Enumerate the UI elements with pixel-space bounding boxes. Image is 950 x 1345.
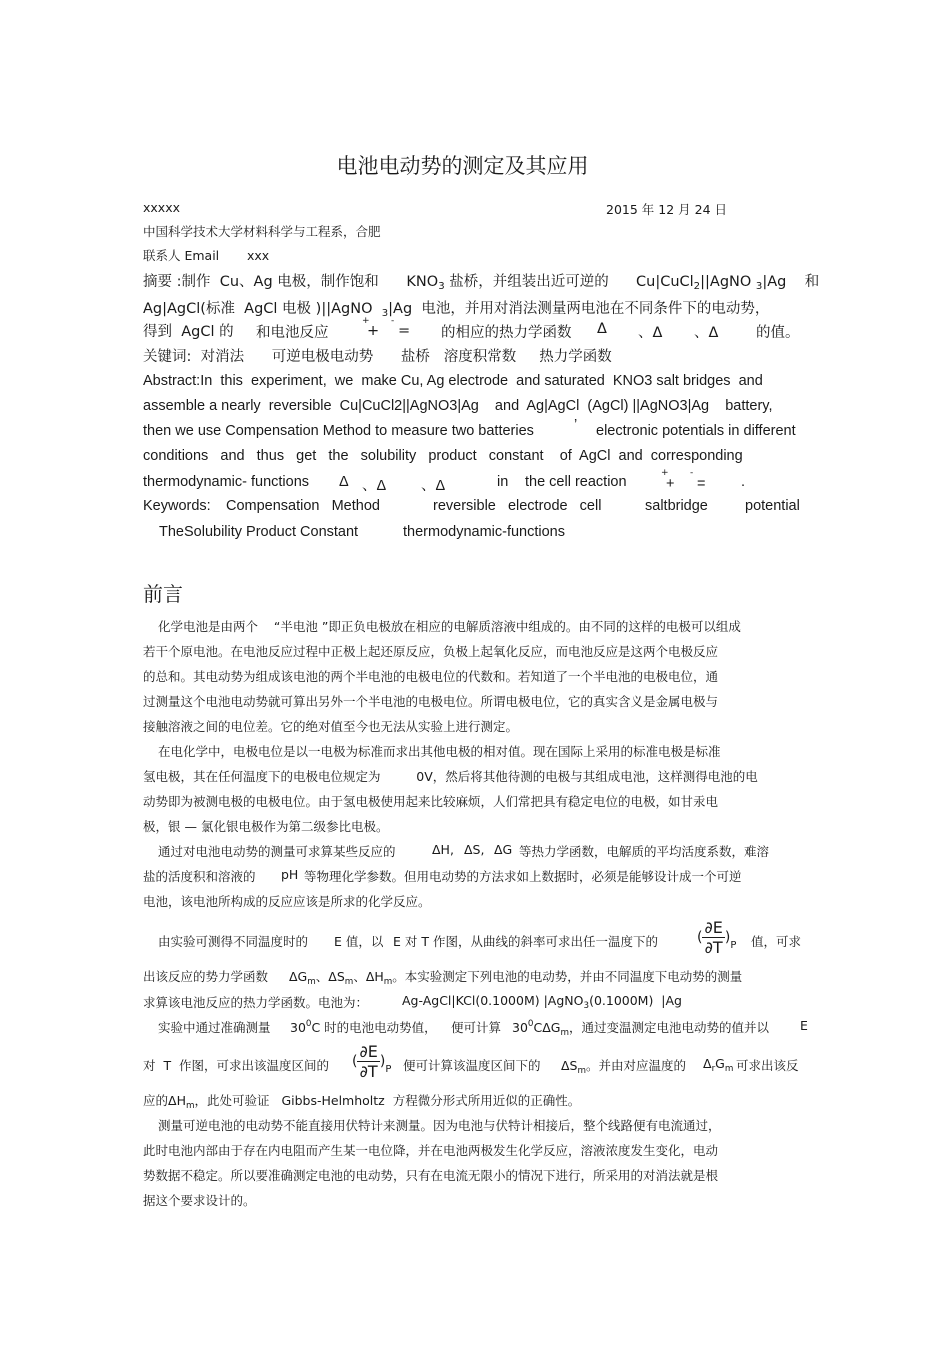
abstract-cn-delta-3: 、Δ <box>694 325 719 341</box>
p4-line: 求算该电池反应的热力学函数。电池为： <box>143 995 369 1010</box>
p4-thermo-funcs: $\Delta G_m$、$\Delta S_m$、$\Delta H_m$。本实验测定下列电池的电动势，并由不同温度下电动势的测量 <box>289 969 743 987</box>
p4-line: 出该反应的势力学函数 <box>143 969 269 984</box>
keyword-en-3: saltbridge <box>645 498 708 514</box>
abstract-cn-line-3b: 和电池反应 <box>256 325 329 341</box>
p5-temp-2: $30^0C\Delta G_m$，通过变温测定电池电动势的值并以 <box>512 1019 769 1038</box>
abstract-en-line-3: then we use Compensation Method to measure two batteries <box>143 423 534 439</box>
keywords-en: Keywords: <box>143 498 211 514</box>
p3-ph: pH <box>281 867 299 882</box>
p1-line: 若干个原电池。在电池反应过程中正极上起还原反应，负极上起氧化反应，而电池反应是这两个电极反应 <box>143 644 719 659</box>
p6-line: 此时电池内部由于存在内电阻而产生某一电位降，并在电池两极发生化学反应，溶液浓度发生变化，电动 <box>143 1143 719 1158</box>
abstract-cn-line-1-cell: Cu|CuCl$_2$||AgNO $_3$|Ag 和 <box>636 274 820 292</box>
abstract-en-equals: = <box>697 476 706 492</box>
p5-line: 对 T 作图，可求出该温度区间的 <box>143 1058 330 1073</box>
p3-delta-g: ΔG <box>494 842 513 857</box>
p5-delta-rg: $\Delta_rG_m$ <box>703 1056 734 1074</box>
abstract-en-period: . <box>741 474 746 490</box>
p3-line: 通过对电池电动势的测量可求算某些反应的 <box>158 844 396 859</box>
p3-delta-h: ΔH, <box>432 842 454 857</box>
abstract-en-delta-1: Δ <box>339 474 349 490</box>
p4-line: E 值，以 <box>334 934 384 949</box>
abstract-en-apostrophe: ’ <box>574 417 578 433</box>
abstract-en-line-4: conditions and thus get the solubility product constant of AgCl and corresponding <box>143 448 743 464</box>
abstract-cn-sup-plus: + <box>362 316 370 326</box>
date: 2015 年 12 月 24 日 <box>606 202 727 217</box>
keyword-en-1: Compensation Method <box>226 498 380 514</box>
abstract-cn-sup-minus: - <box>391 316 395 326</box>
p6-line: 据这个要求设计的。 <box>143 1193 256 1208</box>
affiliation: 中国科学技术大学材料科学与工程系，合肥 <box>143 224 381 239</box>
abstract-en-sup-plus: + <box>661 468 669 478</box>
keywords-cn: 关键词: 对消法 可逆电极电动势 盐桥 溶度积常数 热力学函数 <box>143 349 612 365</box>
p4-line: 由实验可测得不同温度时的 <box>158 934 309 949</box>
abstract-cn-equals: = <box>398 323 411 339</box>
abstract-en-cell-reaction: the cell reaction <box>525 474 627 490</box>
p3-delta-s: ΔS, <box>464 842 485 857</box>
p5-line: 实验中通过准确测量 <box>158 1020 271 1035</box>
p1-line: 接触溶液之间的电位差。它的绝对值至今也无法从实验上进行测定。 <box>143 719 519 734</box>
p1-line: 的总和。其电动势为组成该电池的两个半电池的电极电位的代数和。若知道了一个半电池的电极电位，通 <box>143 669 719 684</box>
abstract-en-line-1: Abstract:In this experiment, we make Cu, Ag electrode and saturated KNO3 salt bridges and <box>143 373 763 389</box>
abstract-cn-thermo: 的相应的热力学函数 <box>441 325 572 341</box>
abstract-cn-end: 的值。 <box>756 325 800 341</box>
keyword-en-6: thermodynamic-functions <box>403 524 565 540</box>
p2-line: 在电化学中，电极电位是以一电极为标准而求出其他电极的相对值。现在国际上采用的标准电极是标准 <box>158 744 721 759</box>
p1-line: 化学电池是由两个 “半电池 ”即正负电极放在相应的电解质溶液中组成的。由不同的这样的电极可以组成 <box>158 619 741 634</box>
p6-line: 测量可逆电池的电动势不能直接用伏特计来测量。因为电池与伏特计相接后，整个线路便有电流通过， <box>158 1118 721 1133</box>
p2-line: 动势即为被测电极的电极电位。由于氢电极使用起来比较麻烦，人们常把具有稳定电位的电极，如甘汞电 <box>143 794 719 809</box>
paper-title: 电池电动势的测定及其应用 <box>336 154 589 178</box>
p2-line: 极，银 — 氯化银电极作为第二级参比电极。 <box>143 819 389 834</box>
p2-line: 氢电极，其在任何温度下的电极电位规定为 0V，然后将其他待测的电极与其组成电池，这样测得电池的电 <box>143 769 758 784</box>
p3-line: 等物理化学参数。但用电动势的方法求如上数据时，必须是能够设计成一个可逆 <box>304 869 742 884</box>
abstract-en-line-3b: electronic potentials in different <box>596 423 796 439</box>
p5-line-3: 应的$\Delta H_m$，此处可验证 Gibbs-Helmholtz 方程微分形式所用近似的正确性。 <box>143 1093 581 1111</box>
keyword-en-5: TheSolubility Product Constant <box>159 524 359 540</box>
abstract-cn-line-3: 得到 AgCl 的 <box>143 324 234 340</box>
p3-line: 等热力学函数，电解质的平均活度系数，难溶 <box>519 844 770 859</box>
abstract-en-in: in <box>497 474 509 490</box>
p4-line: 值，可求 <box>751 934 802 949</box>
abstract-en-delta-3: 、Δ <box>421 478 446 494</box>
abstract-cn-line-2: Ag|AgCl(标准 AgCl 电极 )||AgNO $_3$|Ag 电池，并用对消法测量两电池在不同条件下的电动势， <box>143 301 770 319</box>
p3-line: 盐的活度积和溶液的 <box>143 869 256 884</box>
contact-email: xxx <box>246 248 270 263</box>
p6-line: 势数据不稳定。所以要准确测定电池的电动势，只有在电流无限小的情况下进行，所采用的对消法就是根 <box>143 1168 719 1183</box>
author: xxxxx <box>143 200 180 215</box>
abstract-en-sup-minus: - <box>690 468 694 478</box>
p4-cell: Ag-AgCl|KCl(0.1000M) |AgNO$_3$(0.1000M) |Ag <box>402 993 682 1011</box>
contact-label: 联系人 Email <box>143 248 220 263</box>
partial-derivative-1: ( $\frac{\partial E}{\partial T}$ )$_P$ <box>697 918 737 957</box>
partial-derivative-2: ( $\frac{\partial E}{\partial T}$ )$_P$ <box>352 1042 392 1081</box>
p5-line: 便可计算 <box>451 1020 502 1035</box>
p4-line: E 对 T 作图，从曲线的斜率可求出任一温度下的 <box>393 934 658 949</box>
abstract-en-line-2: assemble a nearly reversible Cu|CuCl2||AgNO3|Ag and Ag|AgCl (AgCl) ||AgNO3|Ag battery, <box>143 398 773 414</box>
p5-line: 便可计算该温度区间下的 <box>403 1058 541 1073</box>
p3-line: 电池，该电池所构成的反应应该是所求的化学反应。 <box>143 894 431 909</box>
abstract-cn-plus: + <box>367 323 380 339</box>
p1-line: 过测量这个电池电动势就可算出另外一个半电池的电极电位。所谓电极电位，它的真实含义是金属电极与 <box>143 694 719 709</box>
keyword-en-2: reversible electrode cell <box>433 498 602 514</box>
p5-line: E <box>800 1018 808 1033</box>
p5-temp-1: $30^0C$ 时的电池电动势值， <box>290 1019 437 1035</box>
keyword-en-4: potential <box>745 498 800 514</box>
abstract-en-plus: + <box>666 476 675 492</box>
section-heading: 前言 <box>143 582 183 606</box>
p5-delta-s: $\Delta S_m$。并由对应温度的 <box>561 1058 687 1076</box>
abstract-en-delta-2: 、Δ <box>362 478 387 494</box>
contact <box>143 246 269 264</box>
abstract-cn-delta-2: 、Δ <box>638 325 663 341</box>
p5-line: 可求出该反 <box>736 1058 799 1073</box>
abstract-en-line-5: thermodynamic- functions <box>143 474 310 490</box>
abstract-cn-delta-1: Δ <box>597 321 607 337</box>
abstract-cn-line-1: 摘要 :制作 Cu、Ag 电极，制作饱和 $KNO_3$ 盐桥，并组装出近可逆的 <box>143 274 609 292</box>
